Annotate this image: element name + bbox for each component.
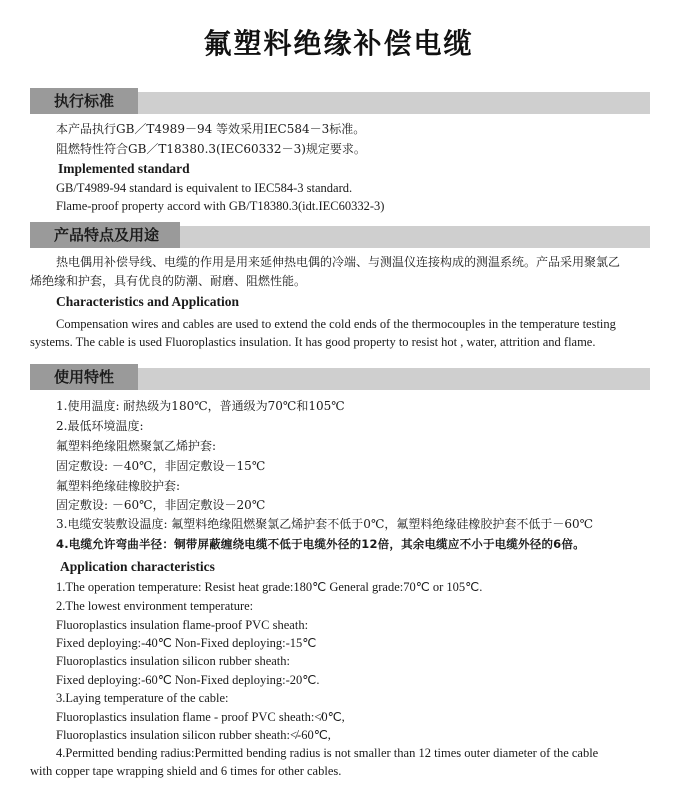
standard-cn-line-1: 本产品执行GB／T4989－94 等效采用IEC584－3标准。 (56, 122, 366, 136)
usage-en-line-4: Fixed deploying:-40℃ Non-Fixed deploying:-15℃ (56, 636, 317, 650)
usage-cn-line-4: 固定敷设: －40℃，非固定敷设－15℃ (56, 459, 266, 473)
features-cn-para-line-2: 烯绝缘和护套，具有优良的防潮、耐磨、阻燃性能。 (30, 274, 307, 288)
section-tab-standard: 执行标准 (30, 88, 138, 114)
standard-en-line-2: Flame-proof property accord with GB/T18380.3(idt.IEC60332-3) (56, 199, 385, 213)
usage-en-para-4-line-1: 4.Permitted bending radius:Permitted bending radius is not smaller than 12 times outer diameter of the cable (56, 746, 599, 760)
usage-en-para-4-line-2: with copper tape wrapping shield and 6 times for other cables. (30, 764, 342, 778)
section-tab-usage: 使用特性 (30, 364, 138, 390)
usage-cn-line-8-bold: 4.电缆允许弯曲半径：铜带屏蔽缠绕电缆不低于电缆外径的12倍，其余电缆应不小于电缆外径的6倍。 (56, 537, 585, 551)
usage-en-line-3: Fluoroplastics insulation flame-proof PVC sheath: (56, 618, 309, 632)
usage-en-line-9: Fluoroplastics insulation silicon rubber sheath:≮-60℃, (56, 728, 331, 742)
usage-en-line-7: 3.Laying temperature of the cable: (56, 691, 229, 705)
standard-en-heading: Implemented standard (58, 161, 190, 176)
features-en-para-line-1: Compensation wires and cables are used to extend the cold ends of the thermocouples in the temperature testing (56, 317, 616, 331)
usage-en-line-2: 2.The lowest environment temperature: (56, 599, 254, 613)
features-en-para-line-2: systems. The cable is used Fluoroplastics insulation. It has good property to resist hot , water, attrition and flame. (30, 335, 596, 349)
standard-cn-line-2: 阻燃特性符合GB／T18380.3(IEC60332－3)规定要求。 (56, 142, 366, 156)
usage-cn-line-1: 1.使用温度: 耐热级为180℃，普通级为70℃和105℃ (56, 399, 345, 413)
usage-cn-line-3: 氟塑料绝缘阻燃聚氯乙烯护套: (56, 439, 217, 453)
usage-cn-line-5: 氟塑料绝缘硅橡胶护套: (56, 479, 181, 493)
usage-cn-line-7: 3.电缆安装敷设温度: 氟塑料绝缘阻燃聚氯乙烯护套不低于0℃，氟塑料绝缘硅橡胶护套不低于－60℃ (56, 517, 594, 531)
features-cn-para-line-1: 热电偶用补偿导线、电缆的作用是用来延伸热电偶的冷端、与测温仪连接构成的测温系统。产品采用聚氯乙 (56, 255, 621, 269)
features-en-heading: Characteristics and Application (56, 294, 240, 309)
usage-en-heading: Application characteristics (60, 559, 215, 574)
usage-cn-line-2: 2.最低环境温度: (56, 419, 144, 433)
usage-en-line-5: Fluoroplastics insulation silicon rubber sheath: (56, 654, 290, 668)
page-title: 氟塑料绝缘补偿电缆 (203, 27, 474, 60)
usage-en-line-8: Fluoroplastics insulation flame - proof PVC sheath:≮0℃, (56, 710, 345, 724)
standard-en-line-1: GB/T4989-94 standard is equivalent to IEC584-3 standard. (56, 181, 353, 195)
section-tab-features: 产品特点及用途 (30, 222, 180, 248)
usage-en-line-1: 1.The operation temperature: Resist heat grade:180℃ General grade:70℃ or 105℃. (56, 580, 483, 594)
usage-en-line-6: Fixed deploying:-60℃ Non-Fixed deploying:-20℃. (56, 673, 320, 687)
usage-cn-line-6: 固定敷设: －60℃，非固定敷设－20℃ (56, 498, 266, 512)
